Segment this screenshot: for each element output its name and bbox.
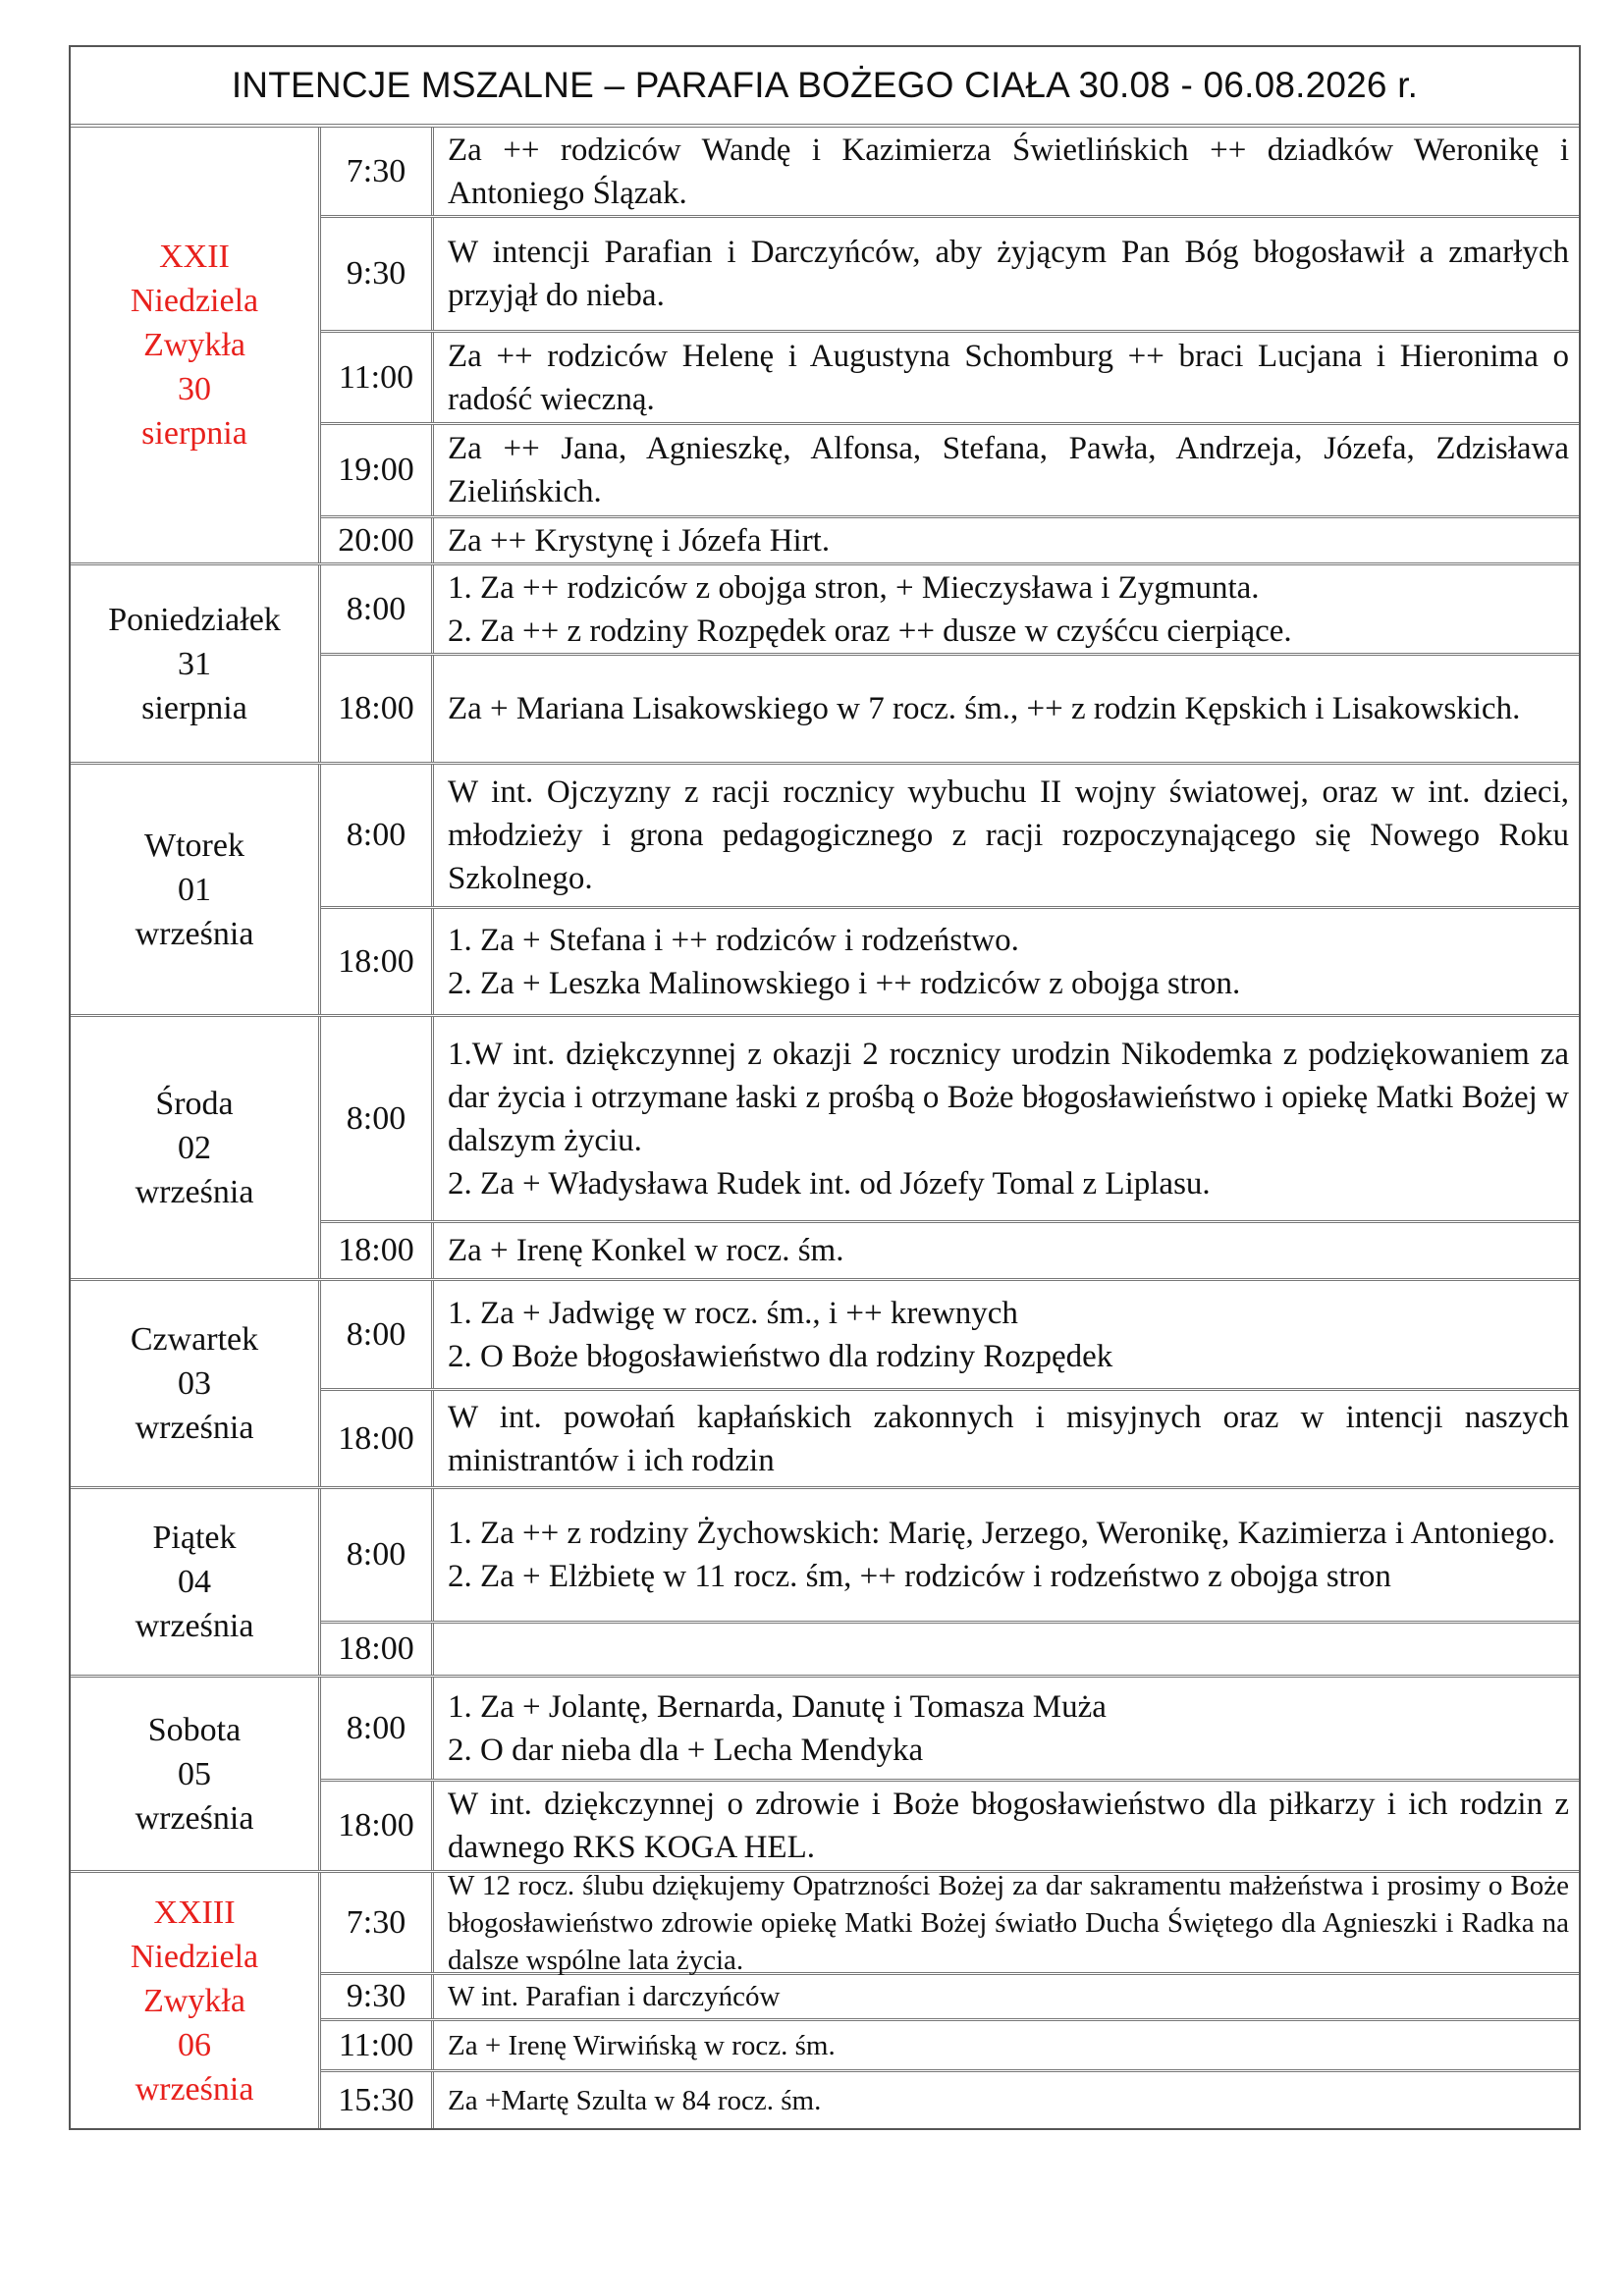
- mass-row: [321, 1782, 1579, 1870]
- mass-intention: [434, 1391, 1579, 1486]
- intention-line: Za + Irenę Konkel w rocz. śm.: [448, 1233, 844, 1268]
- mass-time: 9:30: [321, 1975, 434, 2018]
- day-label-line: września: [135, 915, 254, 952]
- day-label-line: września: [135, 1410, 254, 1446]
- day-block: [71, 565, 1579, 765]
- day-label-line: 02: [178, 1129, 211, 1166]
- mass-row: [321, 1391, 1579, 1486]
- day-label: [71, 1678, 321, 1870]
- mass-intention: [434, 518, 1579, 562]
- mass-time: 18:00: [321, 1391, 434, 1486]
- intention-line: 1. Za + Stefana i ++ rodziców i rodzeństwo.: [448, 922, 1019, 958]
- mass-time: 8:00: [321, 565, 434, 653]
- day-label-line: września: [135, 1173, 254, 1210]
- intention-line: 1. Za + Jolantę, Bernarda, Danutę i Tomasza Muża: [448, 1688, 1107, 1725]
- day-label: [71, 1017, 321, 1278]
- mass-intention: [434, 1782, 1579, 1870]
- mass-intention: [434, 2072, 1579, 2128]
- mass-intention: [434, 1489, 1579, 1621]
- mass-row: [321, 425, 1579, 518]
- mass-row: [321, 518, 1579, 562]
- intention-line: Za ++ rodziców Wandę i Kazimierza Świetlińskich ++ dziadków Weronikę i Antoniego Ślązak.: [448, 132, 1569, 211]
- mass-intention: [434, 565, 1579, 653]
- intention-line: 1.W int. dziękczynnej z okazji 2 rocznicy urodzin Nikodemka z podziękowaniem za dar życia i otrzymane łaski z prośbą o Boże błogosławieństwo i opiekę Matki Bożej w dalszym życiu.: [448, 1036, 1569, 1158]
- mass-intention: [434, 1975, 1579, 2018]
- day-label-line: Wtorek: [144, 827, 244, 864]
- mass-time: 18:00: [321, 909, 434, 1014]
- intention-line: W int. Parafian i darczyńców: [448, 1981, 781, 2012]
- day-block: [71, 128, 1579, 565]
- day-label-line: 05: [178, 1755, 211, 1792]
- mass-row: [321, 2072, 1579, 2128]
- day-label: [71, 565, 321, 762]
- day-label-line: Sobota: [147, 1711, 242, 1748]
- mass-intention: [434, 656, 1579, 762]
- day-label: [71, 765, 321, 1014]
- intention-line: 2. O Boże błogosławieństwo dla rodziny Rozpędek: [448, 1338, 1113, 1374]
- day-label-line: września: [135, 1608, 254, 1644]
- day-block: [71, 1017, 1579, 1281]
- day-label-line: września: [135, 1799, 254, 1837]
- intention-line: Za ++ Krystynę i Józefa Hirt.: [448, 522, 831, 559]
- day-label-line: sierpnia: [141, 415, 247, 452]
- day-block: [71, 765, 1579, 1017]
- mass-row: [321, 1281, 1579, 1391]
- mass-intention: [434, 2021, 1579, 2069]
- mass-time: 8:00: [321, 1281, 434, 1388]
- mass-intention: [434, 425, 1579, 515]
- mass-row: [321, 1869, 1579, 1976]
- intention-line: Za +Martę Szulta w 84 rocz. śm.: [448, 2084, 822, 2116]
- mass-intention: [434, 218, 1579, 330]
- mass-row: [321, 1624, 1579, 1675]
- intentions-table: [69, 45, 1581, 2130]
- day-label-line: Środa: [155, 1085, 234, 1122]
- mass-intention: [434, 1017, 1579, 1220]
- intention-line: W 12 rocz. ślubu dziękujemy Opatrzności Bożej za dar sakramentu małżeństwa i prosimy o Boże błogosławieństwo zdrowie opiekę Matki Bożej światło Ducha Świętego dla Agnieszki i Radka na dalsze wspólne lata życia.: [448, 1869, 1569, 1976]
- mass-intention: [434, 1678, 1579, 1779]
- intention-line: 2. Za + Władysława Rudek int. od Józefy Tomal z Liplasu.: [448, 1165, 1211, 1201]
- mass-time: 8:00: [321, 765, 434, 906]
- mass-time: 18:00: [321, 1782, 434, 1870]
- mass-intention: [434, 1869, 1579, 1976]
- mass-time: 11:00: [321, 2021, 434, 2069]
- mass-time: 7:30: [321, 1873, 434, 1972]
- day-label: [71, 1489, 321, 1675]
- day-block: [71, 1869, 1579, 2128]
- intention-line: 2. O dar nieba dla + Lecha Mendyka: [448, 1732, 924, 1768]
- mass-time: 8:00: [321, 1017, 434, 1220]
- day-label-line: 06: [178, 2026, 211, 2063]
- mass-row: [321, 218, 1579, 333]
- day-label-line: 03: [178, 1365, 211, 1402]
- intention-line: W intencji Parafian i Darczyńców, aby żyjącym Pan Bóg błogosławił a zmarłych przyjął do nieba.: [448, 235, 1569, 313]
- mass-row: [321, 1678, 1579, 1782]
- intention-line: W int. Ojczyzny z racji rocznicy wybuchu II wojny światowej, oraz w int. dzieci, młodzieży i grona pedagogicznego z racji rozpoczynającego się Nowego Roku Szkolnego.: [448, 774, 1569, 896]
- day-label-line: Niedziela: [130, 283, 259, 319]
- intention-line: 1. Za ++ z rodziny Żychowskich: Marię, Jerzego, Weronikę, Kazimierza i Antoniego.: [448, 1516, 1556, 1551]
- mass-row: [321, 909, 1579, 1014]
- mass-intention: [434, 1223, 1579, 1278]
- mass-row: [321, 2021, 1579, 2072]
- mass-time: 7:30: [321, 128, 434, 215]
- day-label-line: Zwykła: [143, 1982, 245, 2019]
- mass-time: 15:30: [321, 2072, 434, 2128]
- mass-intention: [434, 1281, 1579, 1388]
- mass-row: [321, 128, 1579, 218]
- day-label-line: Zwykła: [143, 327, 245, 363]
- day-label-line: Niedziela: [130, 1938, 259, 1975]
- day-block: [71, 1678, 1579, 1873]
- mass-time: 18:00: [321, 1624, 434, 1675]
- day-label: [71, 1281, 321, 1486]
- mass-row: [321, 565, 1579, 656]
- day-label-line: Piątek: [152, 1520, 237, 1556]
- page-title: INTENCJE MSZALNE – PARAFIA BOŻEGO CIAŁA 30.08 - 06.08.2026 r.: [71, 47, 1579, 128]
- intention-line: Za ++ Jana, Agnieszkę, Alfonsa, Stefana, Pawła, Andrzeja, Józefa, Zdzisława Zielińskich.: [448, 431, 1569, 509]
- intention-line: 1. Za ++ rodziców z obojga stron, + Mieczysława i Zygmunta.: [448, 569, 1260, 606]
- day-label-line: 01: [178, 871, 211, 908]
- mass-time: 20:00: [321, 518, 434, 562]
- intention-line: Za + Mariana Lisakowskiego w 7 rocz. śm., ++ z rodzin Kępskich i Lisakowskich.: [448, 691, 1521, 726]
- intention-line: 2. Za + Leszka Malinowskiego i ++ rodziców z obojga stron.: [448, 965, 1241, 1001]
- mass-time: 9:30: [321, 218, 434, 330]
- day-label: [71, 1873, 321, 2128]
- day-label: [71, 128, 321, 562]
- day-label-line: sierpnia: [141, 689, 247, 726]
- mass-row: [321, 1223, 1579, 1278]
- mass-time: 18:00: [321, 656, 434, 762]
- intention-line: 1. Za + Jadwigę w rocz. śm., i ++ krewnych: [448, 1295, 1018, 1331]
- mass-time: 18:00: [321, 1223, 434, 1278]
- mass-row: [321, 656, 1579, 762]
- mass-intention: [434, 128, 1579, 215]
- day-block: [71, 1489, 1579, 1678]
- mass-intention: [434, 1624, 1579, 1675]
- day-label-line: XXIII: [153, 1894, 236, 1931]
- day-label-line: września: [135, 2070, 254, 2108]
- mass-row: [321, 333, 1579, 425]
- day-label-line: XXII: [159, 239, 230, 275]
- mass-time: 8:00: [321, 1678, 434, 1779]
- mass-time: 19:00: [321, 425, 434, 515]
- intention-line: Za ++ rodziców Helenę i Augustyna Schomburg ++ braci Lucjana i Hieronima o radość wieczną.: [448, 338, 1569, 417]
- mass-row: [321, 765, 1579, 909]
- intention-line: 2. Za ++ z rodziny Rozpędek oraz ++ dusze w czyśćcu cierpiące.: [448, 613, 1292, 649]
- mass-intention: [434, 909, 1579, 1014]
- mass-row: [321, 1975, 1579, 2021]
- mass-intention: [434, 765, 1579, 906]
- days-container: [71, 128, 1579, 2128]
- day-label-line: Poniedziałek: [108, 601, 281, 638]
- intention-line: Za + Irenę Wirwińską w rocz. śm.: [448, 2029, 836, 2061]
- intention-line: W int. dziękczynnej o zdrowie i Boże błogosławieństwo dla piłkarzy i ich rodzin z dawnego RKS KOGA HEL.: [448, 1787, 1569, 1865]
- day-label-line: 31: [178, 645, 211, 682]
- day-block: [71, 1281, 1579, 1489]
- mass-intention: [434, 333, 1579, 422]
- mass-time: 8:00: [321, 1489, 434, 1621]
- day-label-line: 04: [178, 1564, 211, 1600]
- mass-row: [321, 1489, 1579, 1624]
- mass-row: [321, 1017, 1579, 1223]
- day-label-line: 30: [178, 371, 211, 407]
- mass-time: 11:00: [321, 333, 434, 422]
- intention-line: W int. powołań kapłańskich zakonnych i misyjnych oraz w intencji naszych ministrantów i ich rodzin: [448, 1399, 1569, 1478]
- day-label-line: Czwartek: [130, 1321, 259, 1358]
- intention-line: 2. Za + Elżbietę w 11 rocz. śm, ++ rodziców i rodzeństwo z obojga stron: [448, 1559, 1391, 1594]
